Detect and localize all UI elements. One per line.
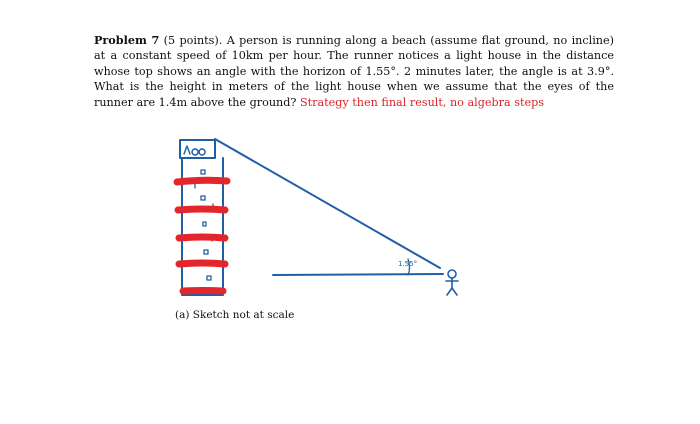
line-of-sight bbox=[215, 139, 440, 268]
problem-statement bbox=[94, 33, 614, 110]
problem-body: A person is running along a beach (assume flat ground, no incline) at a constant speed of 10km per hour. The runner notices a light house in the distance whose top shows an angle with the horizon of 1.55°. 2 minutes later, the angle is at 3.9°. What is the height in meters of the light house when we assume that the eyes of the runner are 1.4m above the ground? bbox=[94, 34, 614, 109]
runner-figure bbox=[446, 270, 458, 295]
lighthouse-sketch bbox=[165, 128, 485, 298]
horizon-line bbox=[273, 274, 443, 275]
red-stripes bbox=[177, 180, 227, 291]
problem-instruction: Strategy then final result, no algebra steps bbox=[299, 95, 544, 109]
problem-heading: Problem 7 bbox=[94, 33, 160, 47]
figure-caption: (a) Sketch not at scale bbox=[175, 309, 295, 321]
angle-label: 1.55° bbox=[398, 260, 418, 268]
problem-points: (5 points). bbox=[163, 34, 223, 47]
